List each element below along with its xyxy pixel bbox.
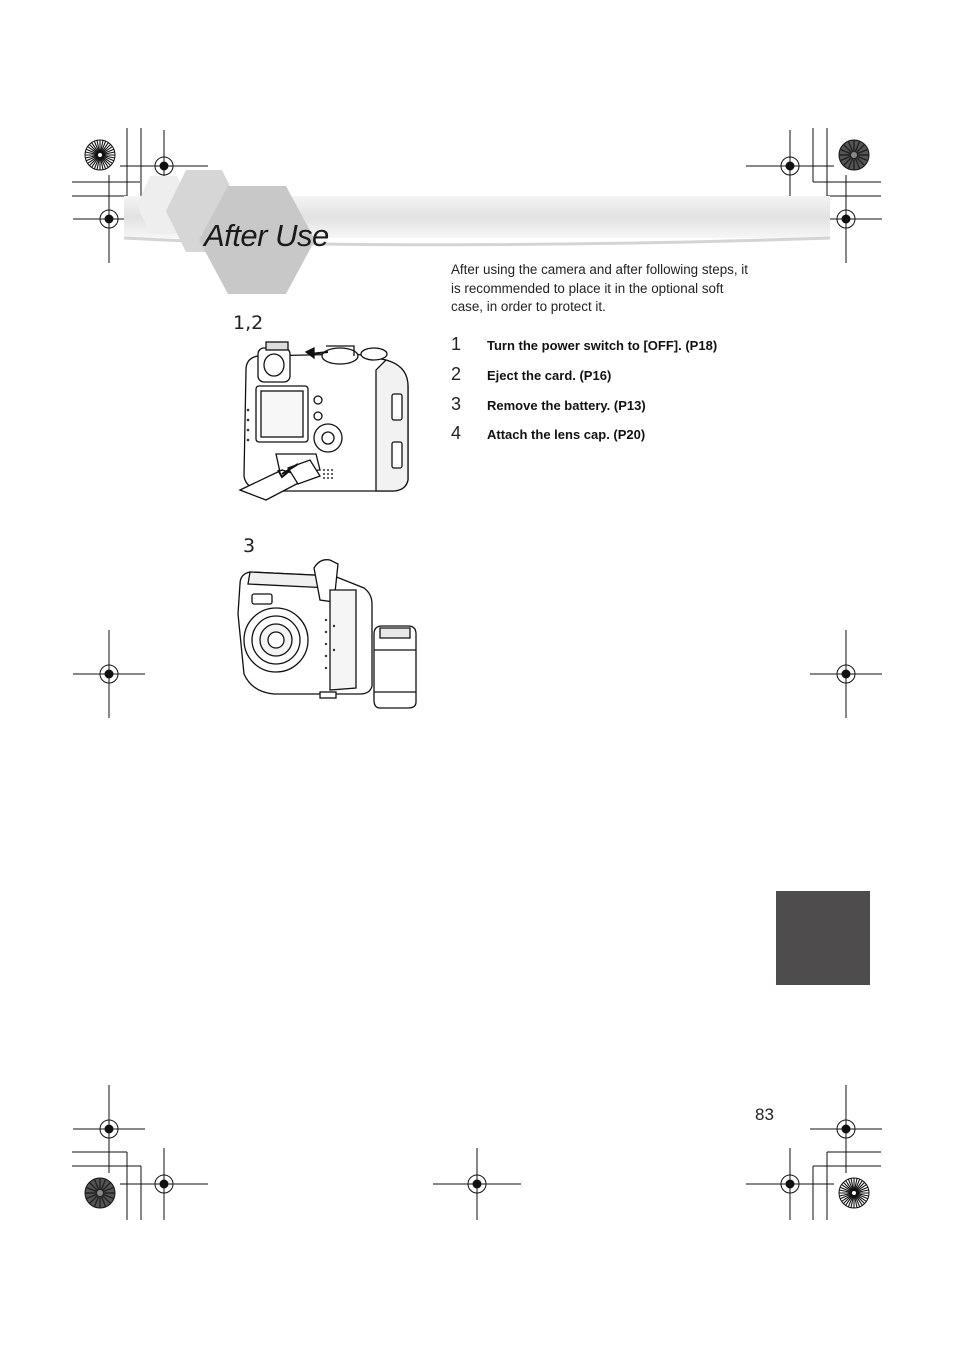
- step-text: Eject the card. (P16): [487, 368, 612, 383]
- page-title: After Use: [204, 218, 329, 253]
- intro-paragraph: After using the camera and after following steps, it is recommended to place it in the optional soft case, in order to protect it.: [451, 262, 748, 314]
- step-number: 3: [451, 394, 462, 414]
- figure-label-3: 3: [243, 535, 256, 557]
- step-text: Attach the lens cap. (P20): [487, 427, 646, 442]
- section-tab-block: [776, 891, 870, 985]
- camera-remove-battery-illustration: [234, 554, 418, 712]
- page-number: 83: [755, 1105, 774, 1124]
- step-text: Turn the power switch to [OFF]. (P18): [487, 338, 718, 353]
- camera-eject-card-illustration: [236, 330, 414, 502]
- step-number: 2: [451, 364, 462, 384]
- step-number: 1: [451, 334, 462, 354]
- step-number: 4: [451, 423, 462, 443]
- step-text: Remove the battery. (P13): [487, 398, 646, 413]
- figure-label-1-2: 1,2: [233, 312, 264, 334]
